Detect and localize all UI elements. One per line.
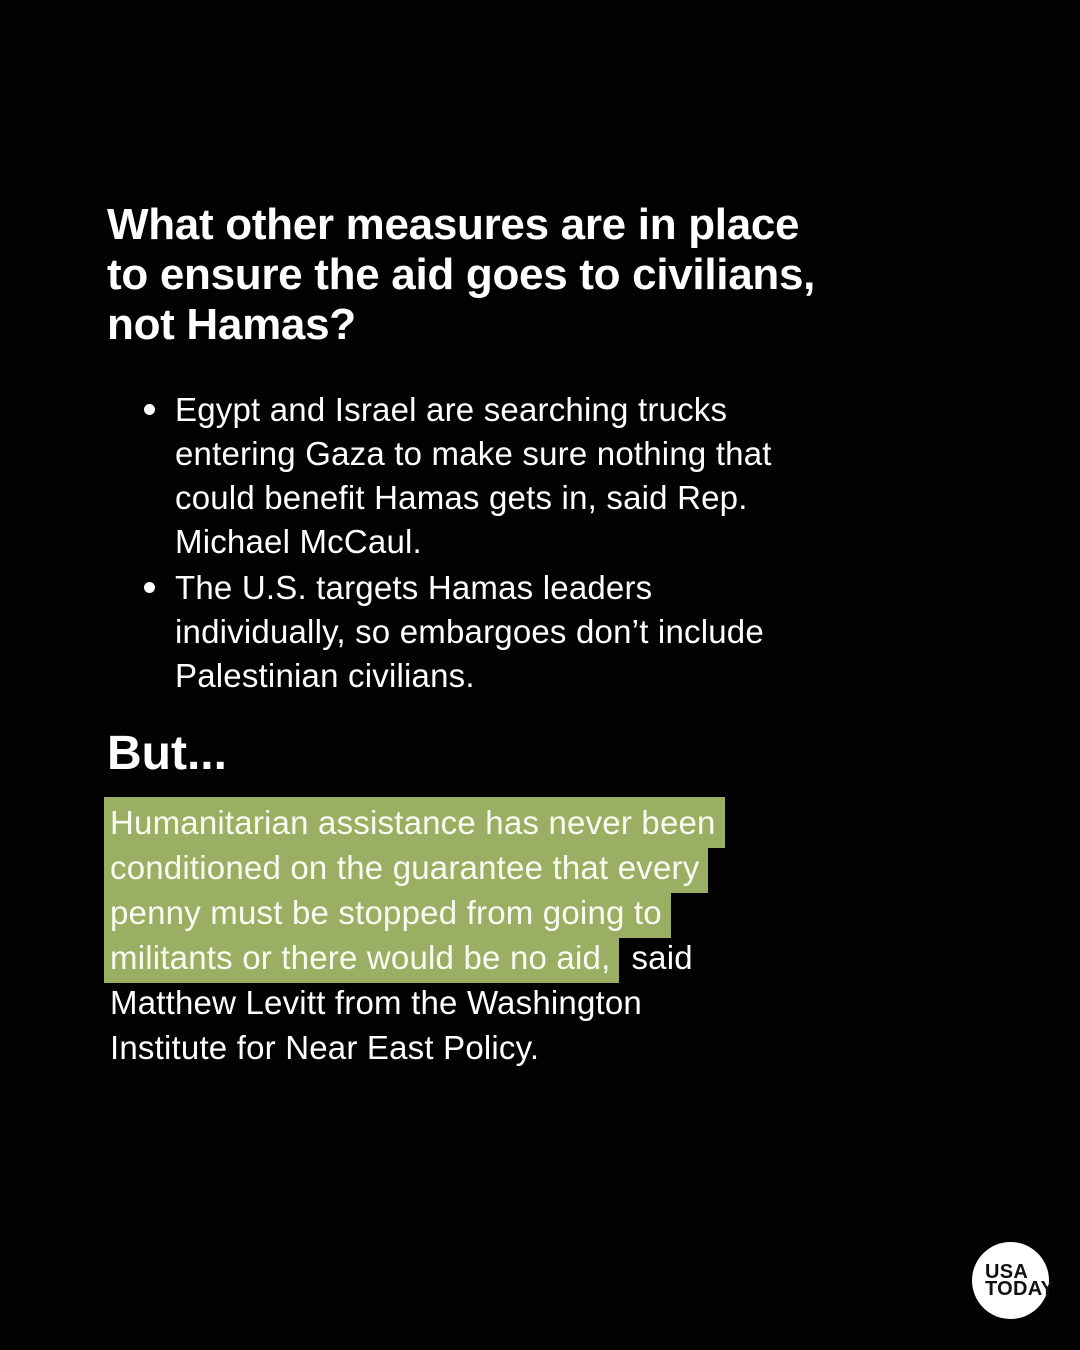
- headline-line: not Hamas?: [107, 300, 356, 349]
- bullet-list: [107, 388, 772, 698]
- quote-line: [110, 980, 725, 1025]
- bullet-line: Palestinian civilians.: [175, 657, 475, 694]
- logo-line-usa: USA: [985, 1261, 1029, 1283]
- bullet-line: Michael McCaul.: [175, 523, 422, 560]
- bullet-line: Egypt and Israel are searching trucks: [175, 391, 728, 428]
- quote-attribution: said: [631, 939, 693, 976]
- quote-highlight: militants or there would be no aid,: [104, 935, 619, 980]
- bullet-item: [107, 566, 772, 698]
- quote-line: [110, 1025, 725, 1070]
- quote-line: [110, 935, 725, 980]
- logo-line-today: TODAY: [985, 1278, 1055, 1300]
- quote-highlight: Humanitarian assistance has never been: [104, 800, 725, 845]
- bullet-item: [107, 388, 772, 564]
- quote-line: [110, 800, 725, 845]
- quote-line: [110, 890, 725, 935]
- quote-attribution: Matthew Levitt from the Washington: [110, 984, 642, 1021]
- quote-highlight: conditioned on the guarantee that every: [104, 845, 708, 890]
- bullet-line: entering Gaza to make sure nothing that: [175, 435, 772, 472]
- quote-line: [110, 845, 725, 890]
- quote-highlight: penny must be stopped from going to: [104, 890, 671, 935]
- but-heading: But...: [107, 727, 227, 780]
- headline: [107, 200, 815, 350]
- quote-attribution: Institute for Near East Policy.: [110, 1029, 540, 1066]
- headline-line: What other measures are in place: [107, 200, 800, 249]
- bullet-line: The U.S. targets Hamas leaders: [175, 569, 653, 606]
- headline-line: to ensure the aid goes to civilians,: [107, 250, 816, 299]
- bullet-line: could benefit Hamas gets in, said Rep.: [175, 479, 748, 516]
- quote-paragraph: [110, 800, 725, 1070]
- usa-today-logo: [972, 1242, 1055, 1319]
- bullet-line: individually, so embargoes don’t include: [175, 613, 764, 650]
- usa-today-logo-text: [985, 1261, 1055, 1300]
